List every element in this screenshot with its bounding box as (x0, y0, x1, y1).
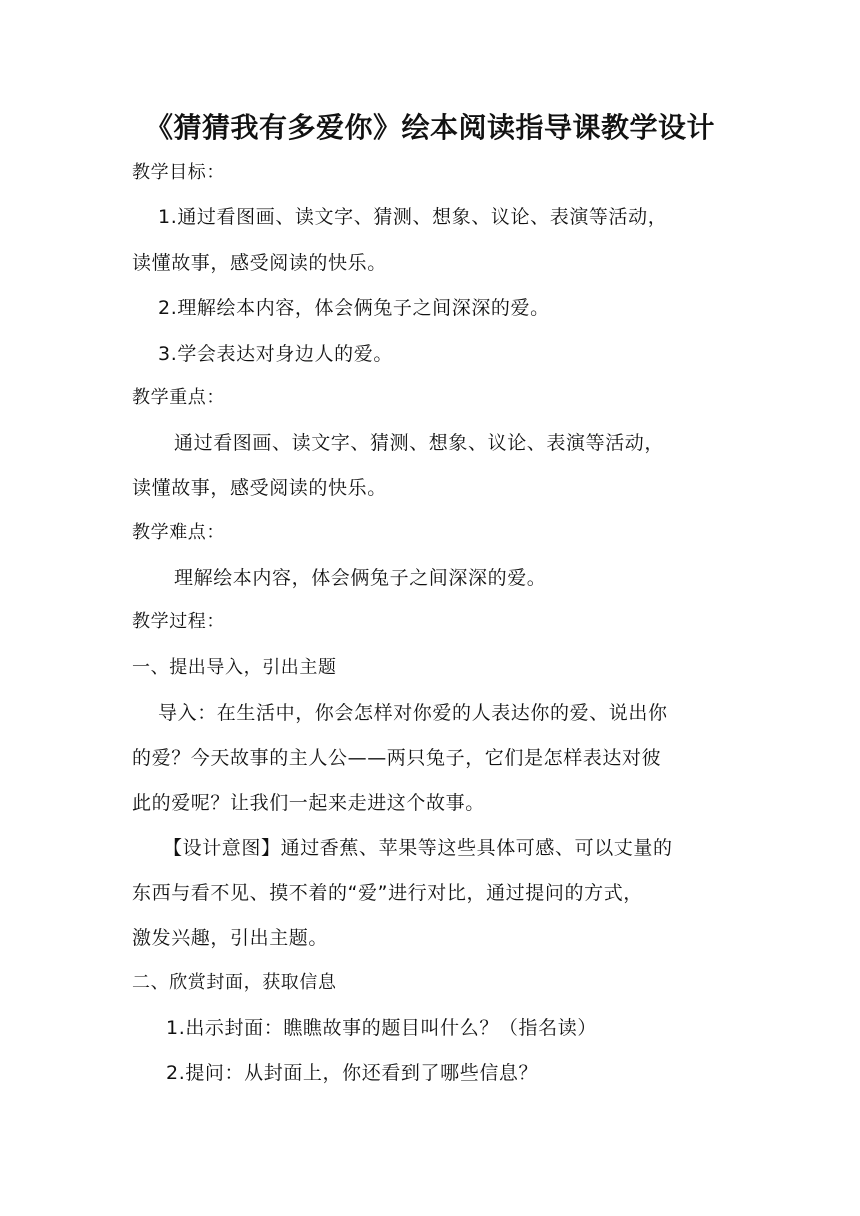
step-1: 1.出示封面：瞧瞧故事的题目叫什么？（指名读） (166, 1017, 597, 1039)
design-intent-line-2: 东西与看不见、摸不着的“爱”进行对比，通过提问的方式， (132, 882, 643, 904)
section-1-heading: 一、提出导入，引出主题 (132, 657, 337, 678)
design-intent-line-1: 【设计意图】通过香蕉、苹果等这些具体可感、可以丈量的 (163, 837, 673, 859)
process-heading: 教学过程： (132, 611, 225, 632)
difficulty-text: 理解绘本内容，体会俩兔子之间深深的爱。 (174, 567, 547, 589)
difficulty-heading: 教学难点： (132, 522, 225, 543)
intro-line-1: 导入：在生活中，你会怎样对你爱的人表达你的爱、说出你 (158, 702, 668, 724)
goal-3: 3.学会表达对身边人的爱。 (158, 343, 393, 365)
step-2: 2.提问：从封面上，你还看到了哪些信息？ (166, 1062, 539, 1084)
intro-line-2: 的爱？今天故事的主人公——两只兔子，它们是怎样表达对彼 (132, 747, 662, 769)
section-2-heading: 二、欣赏封面，获取信息 (132, 972, 337, 993)
goal-1-line-1: 1.通过看图画、读文字、猜测、想象、议论、表演等活动， (158, 206, 668, 228)
design-intent-line-3: 激发兴趣，引出主题。 (132, 927, 329, 949)
goal-2: 2.理解绘本内容，体会俩兔子之间深深的爱。 (158, 297, 550, 319)
document-title: 《猜猜我有多爱你》绘本阅读指导课教学设计 (144, 111, 715, 144)
key-points-heading: 教学重点： (132, 387, 225, 408)
goals-heading: 教学目标： (132, 162, 225, 183)
key-point-line-1: 通过看图画、读文字、猜测、想象、议论、表演等活动， (174, 432, 665, 454)
goal-1-line-2: 读懂故事，感受阅读的快乐。 (132, 252, 387, 274)
key-point-line-2: 读懂故事，感受阅读的快乐。 (132, 477, 387, 499)
intro-line-3: 此的爱呢？让我们一起来走进这个故事。 (132, 792, 485, 814)
